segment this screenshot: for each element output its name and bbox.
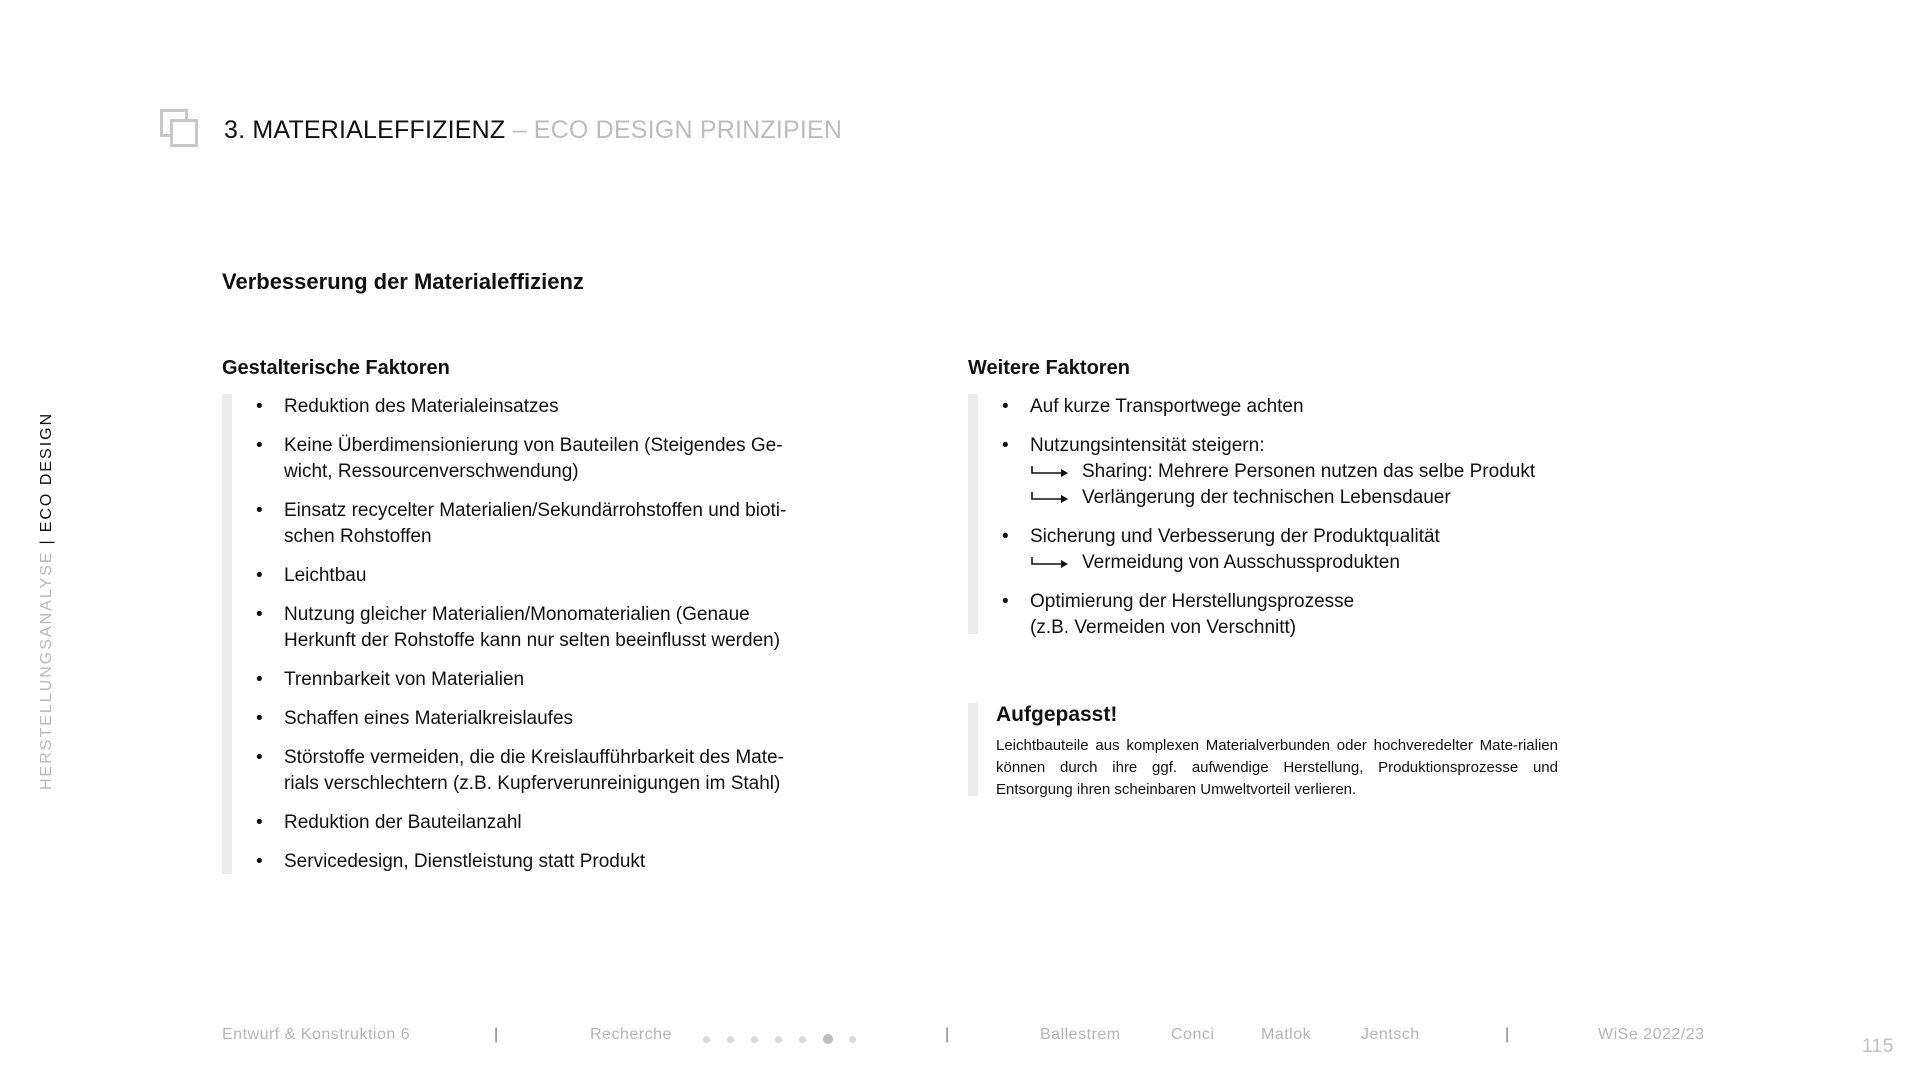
note-title: Aufgepasst! [996, 703, 1118, 726]
bullet-icon: • [256, 435, 263, 456]
left-list-item [232, 602, 832, 654]
list-item-text: Keine Überdimensionierung von Bauteilen (Steigendes Ge- wicht, Ressourcenverschwendung) [284, 435, 783, 482]
bullet-icon: • [256, 812, 263, 833]
side-section-label [38, 412, 56, 790]
page-number: 115 [1862, 1036, 1894, 1057]
footer-separator-2: | [945, 1026, 950, 1043]
right-factor-list-box [968, 394, 1598, 638]
list-item-text: Störstoffe vermeiden, die die Kreislaufführbarkeit des Mate- rials verschlechtern (z.B. Kupferverunreinigungen im Stahl) [284, 747, 784, 794]
sub-item-text: Vermeidung von Ausschussprodukten [1082, 552, 1400, 573]
left-list-item [232, 498, 832, 550]
corner-arrow-icon [1030, 556, 1072, 570]
left-list-item [232, 745, 832, 797]
side-label-separator: | [38, 538, 55, 545]
footer-name-4: Jentsch [1361, 1026, 1420, 1043]
footer-separator-1: | [494, 1026, 499, 1043]
bullet-icon: • [256, 500, 263, 521]
left-list-item [232, 849, 832, 875]
corner-arrow-icon [1030, 491, 1072, 505]
page-header [160, 108, 842, 152]
left-list-item [232, 433, 832, 485]
side-label-chapter: HERSTELLUNGSANALYSE [38, 550, 55, 790]
right-column-heading: Weitere Faktoren [968, 357, 1130, 379]
progress-dot [727, 1036, 734, 1043]
list-item-text: Leichtbau [284, 565, 367, 586]
main-heading: Verbesserung der Materialeffizienz [222, 269, 584, 294]
sub-item [1030, 485, 1598, 511]
list-item-text: Schaffen eines Materialkreislaufes [284, 708, 574, 729]
bullet-icon: • [256, 708, 263, 729]
left-list-item [232, 706, 832, 732]
list-item-text: Optimierung der Herstellungsprozesse (z.B. Vermeiden von Verschnitt) [1030, 591, 1355, 638]
left-list-item [232, 563, 832, 589]
progress-dot [751, 1036, 758, 1043]
title-main: 3. MATERIALEFFIZIENZ [224, 115, 506, 144]
bullet-icon: • [256, 669, 263, 690]
footer-name-2: Conci [1171, 1026, 1215, 1043]
right-list-item [978, 394, 1598, 420]
footer-separator-3: | [1505, 1026, 1510, 1043]
list-item-text: Reduktion der Bauteilanzahl [284, 812, 522, 833]
footer-section: Recherche [590, 1026, 672, 1043]
list-item-text: Trennbarkeit von Materialien [284, 669, 525, 690]
bullet-icon: • [1002, 396, 1009, 417]
footer-course: Entwurf & Konstruktion 6 [222, 1026, 411, 1043]
list-item-text: Servicedesign, Dienstleistung statt Produkt [284, 851, 646, 872]
title-sub: – ECO DESIGN PRINZIPIEN [505, 115, 843, 144]
bullet-icon: • [1002, 591, 1009, 612]
bullet-icon: • [256, 747, 263, 768]
bullet-icon: • [256, 396, 263, 417]
left-list-item [232, 667, 832, 693]
left-list-item [232, 394, 832, 420]
stacked-pages-icon [160, 109, 202, 151]
sub-item-text: Sharing: Mehrere Personen nutzen das selbe Produkt [1082, 461, 1536, 482]
sub-item [1030, 459, 1598, 485]
bullet-icon: • [256, 565, 263, 586]
list-item-text: Auf kurze Transportwege achten [1030, 396, 1304, 417]
note-box [968, 703, 1558, 796]
left-column-heading: Gestalterische Faktoren [222, 357, 450, 379]
left-factor-list-box [222, 394, 832, 874]
progress-dot [849, 1036, 856, 1043]
list-item-text: Sicherung und Verbesserung der Produktqualität [1030, 526, 1440, 547]
bullet-icon: • [256, 604, 263, 625]
footer-semester: WiSe 2022/23 [1598, 1026, 1705, 1043]
list-item-text: Einsatz recycelter Materialien/Sekundärrohstoffen und bioti- schen Rohstoffen [284, 500, 787, 547]
right-list-item [978, 589, 1598, 641]
footer-name-1: Ballestrem [1040, 1026, 1121, 1043]
progress-dot-active [823, 1034, 833, 1044]
right-list-item [978, 433, 1598, 511]
list-item-text: Nutzungsintensität steigern: [1030, 435, 1265, 456]
progress-dot [799, 1036, 806, 1043]
bullet-icon: • [1002, 526, 1009, 547]
right-list-item [978, 524, 1598, 576]
side-label-topic: ECO DESIGN [38, 411, 55, 533]
left-list-item [232, 810, 832, 836]
right-factor-list [978, 394, 1598, 641]
sub-item-text: Verlängerung der technischen Lebensdauer [1082, 487, 1451, 508]
progress-dot [775, 1036, 782, 1043]
note-text: Leichtbauteile aus komplexen Materialverbunden oder hochveredelter Mate-rialien können durch ihre ggf. aufwendige Herstellung, Produktionsprozesse und Entsorgung ihren scheinbaren Umweltvorteil verlieren. [996, 737, 1558, 798]
bullet-icon: • [1002, 435, 1009, 456]
list-item-text: Nutzung gleicher Materialien/Monomaterialien (Genaue Herkunft der Rohstoffe kann nur selten beeinflusst werden) [284, 604, 781, 651]
corner-arrow-icon [1030, 465, 1072, 479]
list-item-text: Reduktion des Materialeinsatzes [284, 396, 559, 417]
bullet-icon: • [256, 851, 263, 872]
footer-name-3: Matlok [1261, 1026, 1312, 1043]
page-title [224, 116, 842, 145]
left-factor-list [232, 394, 832, 875]
sub-item [1030, 550, 1598, 576]
progress-dot [703, 1036, 710, 1043]
